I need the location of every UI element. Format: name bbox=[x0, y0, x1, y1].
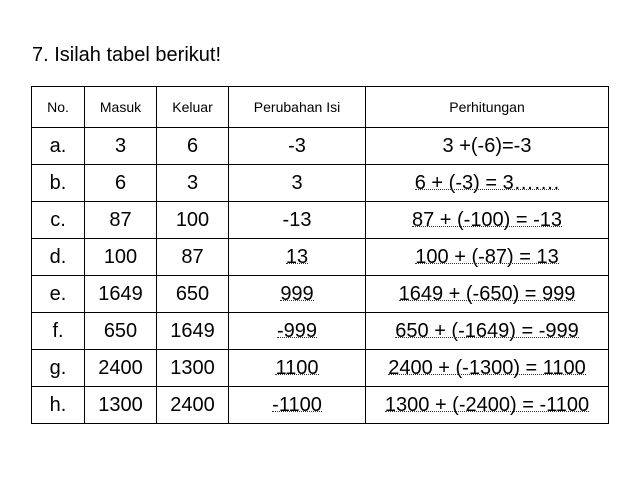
keluar-cell: 1300 bbox=[157, 350, 229, 387]
dotted-answer-line bbox=[272, 411, 322, 412]
answer-fill-blank bbox=[277, 320, 317, 343]
answer-text: 2400 + (-1300) = 1100 bbox=[388, 356, 586, 379]
header-masuk: Masuk bbox=[85, 87, 157, 128]
perubahan-cell bbox=[229, 276, 366, 313]
row-no: d. bbox=[32, 239, 85, 276]
perubahan-cell bbox=[229, 239, 366, 276]
dotted-answer-line bbox=[399, 300, 576, 301]
perhitungan-cell bbox=[366, 202, 609, 239]
masuk-cell: 3 bbox=[85, 128, 157, 165]
dotted-answer-line bbox=[286, 263, 308, 264]
answer-text: 650 + (-1649) = -999 bbox=[395, 319, 579, 342]
perhitungan-cell bbox=[366, 276, 609, 313]
dotted-answer-line bbox=[388, 374, 586, 375]
perubahan-cell bbox=[229, 387, 366, 424]
dotted-answer-line bbox=[280, 300, 313, 301]
answer-text: -1100 bbox=[272, 393, 322, 416]
keluar-cell: 1649 bbox=[157, 313, 229, 350]
answer-fill-blank bbox=[385, 394, 589, 417]
row-no: c. bbox=[32, 202, 85, 239]
table-row bbox=[32, 387, 609, 424]
answer-fill-blank bbox=[283, 209, 312, 232]
masuk-cell: 87 bbox=[85, 202, 157, 239]
masuk-cell: 1649 bbox=[85, 276, 157, 313]
masuk-cell: 650 bbox=[85, 313, 157, 350]
keluar-cell: 100 bbox=[157, 202, 229, 239]
row-no: h. bbox=[32, 387, 85, 424]
header-perubahan-isi: Perubahan Isi bbox=[229, 87, 366, 128]
keluar-cell: 3 bbox=[157, 165, 229, 202]
answer-fill-blank bbox=[399, 283, 576, 306]
header-keluar: Keluar bbox=[157, 87, 229, 128]
masuk-cell: 100 bbox=[85, 239, 157, 276]
header-perhitungan: Perhitungan bbox=[366, 87, 609, 128]
table-row bbox=[32, 165, 609, 202]
perhitungan-cell bbox=[366, 350, 609, 387]
answer-text: -999 bbox=[276, 319, 318, 342]
answer-fill-blank bbox=[415, 246, 558, 269]
row-no: e. bbox=[32, 276, 85, 313]
dotted-answer-line bbox=[415, 189, 560, 190]
answer-fill-blank bbox=[388, 357, 586, 380]
answer-fill-blank bbox=[415, 172, 560, 195]
keluar-cell: 6 bbox=[157, 128, 229, 165]
masuk-cell: 6 bbox=[85, 165, 157, 202]
answer-text: 1649 + (-650) = 999 bbox=[398, 282, 576, 305]
answer-fill-blank bbox=[275, 357, 318, 380]
perubahan-cell: 3 bbox=[229, 165, 366, 202]
table-row bbox=[32, 313, 609, 350]
row-no: a. bbox=[32, 128, 85, 165]
answer-fill-blank bbox=[280, 283, 313, 306]
answer-text: 6 + (-3) = 3……. bbox=[414, 171, 560, 194]
answer-text: 87 + (-100) = -13 bbox=[411, 208, 563, 231]
keluar-cell: 87 bbox=[157, 239, 229, 276]
dotted-answer-line bbox=[412, 226, 562, 227]
row-no: f. bbox=[32, 313, 85, 350]
perubahan-cell bbox=[229, 202, 366, 239]
dotted-answer-line bbox=[385, 411, 589, 412]
table-row bbox=[32, 239, 609, 276]
table-header-row bbox=[32, 87, 609, 128]
perubahan-cell: -3 bbox=[229, 128, 366, 165]
answer-text: 999 bbox=[280, 282, 314, 305]
row-no: b. bbox=[32, 165, 85, 202]
table-row bbox=[32, 276, 609, 313]
answer-text: 1300 + (-2400) = -1100 bbox=[384, 393, 590, 416]
dotted-answer-line bbox=[395, 337, 578, 338]
masuk-cell: 1300 bbox=[85, 387, 157, 424]
exercise-heading: 7. Isilah tabel berikut! bbox=[32, 44, 221, 66]
answer-text: -13 bbox=[282, 208, 312, 231]
answer-text: 13 bbox=[285, 245, 309, 268]
table-row bbox=[32, 128, 609, 165]
dotted-answer-line bbox=[275, 374, 318, 375]
perhitungan-cell bbox=[366, 239, 609, 276]
answer-fill-blank bbox=[412, 209, 562, 232]
perhitungan-cell: 3 +(-6)=-3 bbox=[366, 128, 609, 165]
keluar-cell: 2400 bbox=[157, 387, 229, 424]
keluar-cell: 650 bbox=[157, 276, 229, 313]
header-no: No. bbox=[32, 87, 85, 128]
table-row bbox=[32, 202, 609, 239]
perhitungan-cell bbox=[366, 165, 609, 202]
answer-fill-blank bbox=[286, 246, 308, 269]
perubahan-cell bbox=[229, 350, 366, 387]
dotted-answer-line bbox=[415, 263, 558, 264]
perhitungan-cell bbox=[366, 387, 609, 424]
dotted-answer-line bbox=[277, 337, 317, 338]
answer-fill-blank bbox=[272, 394, 322, 417]
masuk-cell: 2400 bbox=[85, 350, 157, 387]
answer-text: 100 + (-87) = 13 bbox=[415, 245, 559, 268]
table-row bbox=[32, 350, 609, 387]
exercise-table bbox=[31, 86, 609, 424]
row-no: g. bbox=[32, 350, 85, 387]
perhitungan-cell bbox=[366, 313, 609, 350]
answer-text: 1100 bbox=[275, 356, 319, 379]
answer-fill-blank bbox=[395, 320, 578, 343]
perubahan-cell bbox=[229, 313, 366, 350]
